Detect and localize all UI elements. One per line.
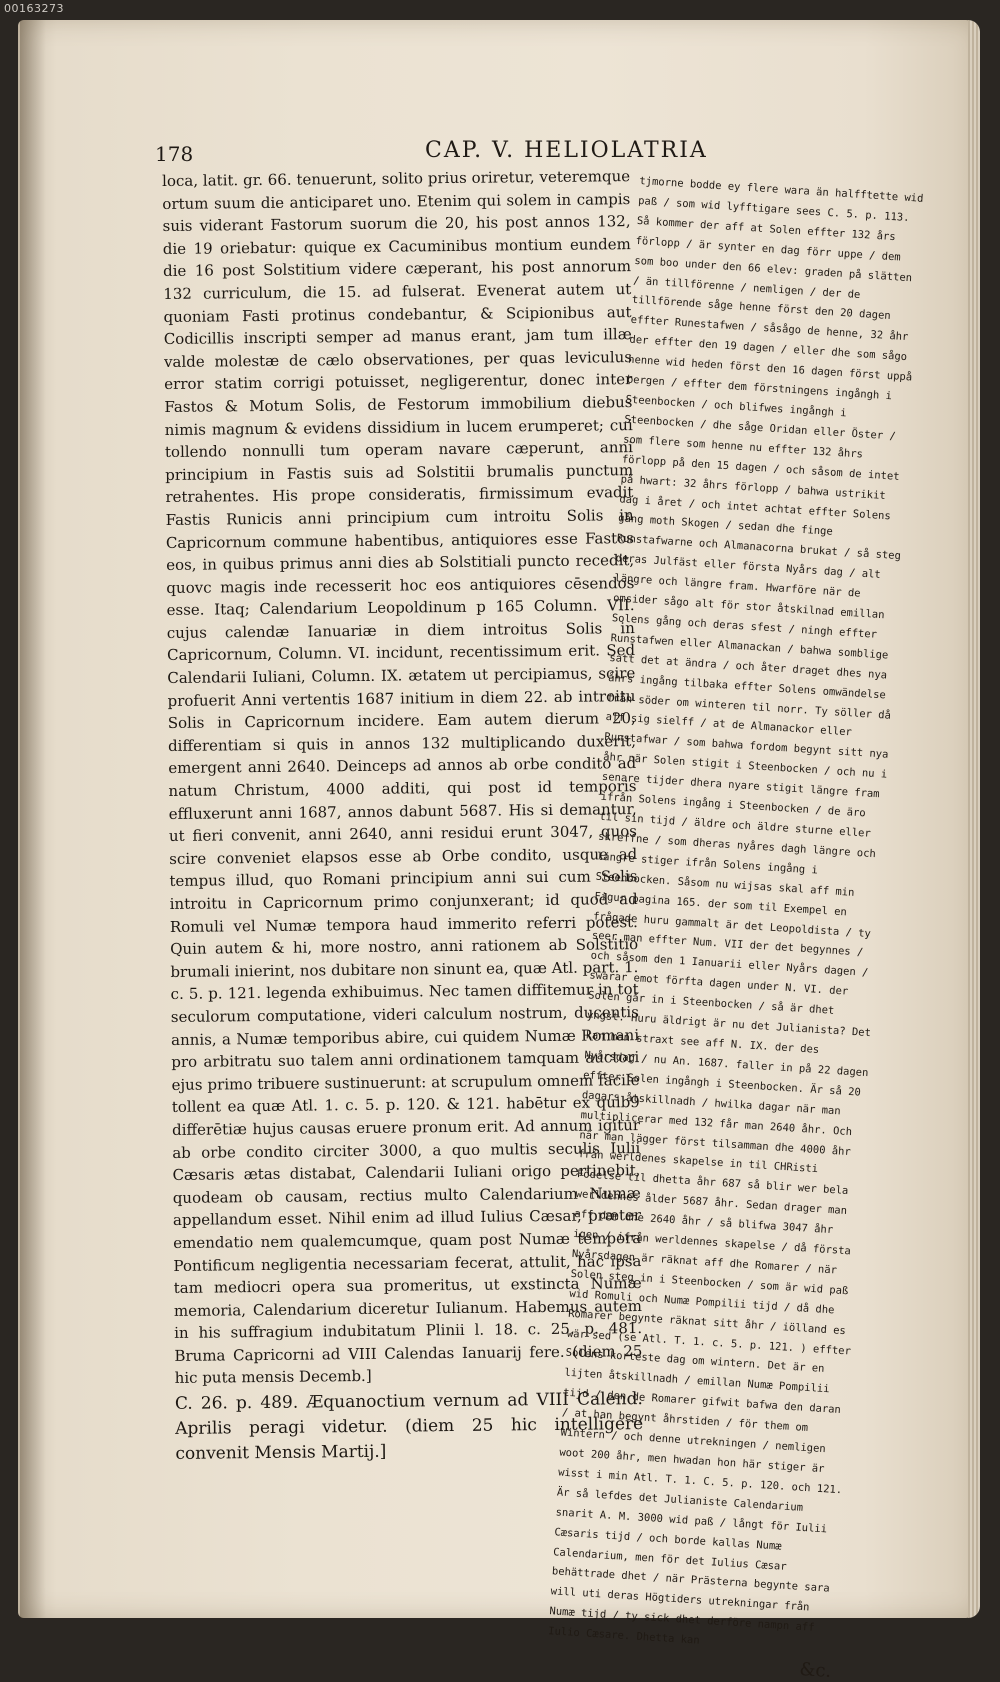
page-edge — [968, 20, 980, 1618]
running-head: CAP. V. HELIOLATRIA — [425, 138, 708, 163]
scan-identifier: 00163273 — [4, 2, 64, 15]
swedish-text: tjmorne bodde ey flere wara än halfftette wid paß / som wid lyfftigare sees C. 5. p. 113. Så kommer der aff at Solen effter 132 års förlopp / är synter en dag förr uppe / dem som boo under den 66 elev: graden på slätten / än tillförenne / nemligen / der de tillförende såge henne först den 20 dagen effter Runestafwen / såsågo de henne, 32 åhr der effter den 19 dagen / eller dhe som sågo henne wid heden först den 16 dagen först uppå bergen / effter dem förstningens ingångh i Steenbocken / och blifwes ingångh i Steenbocken / dhe såge Oridan eller Öster / som flere som henne nu effter 132 åhrs förlopp på den 15 dagen / och såsom de intet på hwart: 32 åhrs förlopp / bahwa ustrikit dag i året / och intet achtat effter Solens gång moth Skogen / sedan dhe finge Runstafwarne och Almanacorna brukat / så steg deras Julfäst eller första Nyårs dag / alt längre och längre fram. Hwarföre när de omsider sågo alt för stor åtskilnad emillan Solens gång och deras sfest / ningh effter Runstafwen eller Almanackan / bahwa somblige satt det at ändra / och åter draget dhes nya åhrs ingång tilbaka effter Solens omwändelse från söder om winteren til norr. Ty söller då aff sig sielff / at de Almanackor eller Runstafwar / som bahwa fordom begynt sitt nya åhr när Solen stigit i Steenbocken / och nu i senare tijder dhera nyare stigit längre fram ifrån Solens ingång i Steenbocken / de äro til sin tijd / äldre och äldre sturne eller skreffne / som dheras nyåres dagh längre och längre stiger ifrån Solens ingång i Steenbocken. Såsom nu wijsas skal aff min Figur pagina 165. der som til Exempel en frågade huru gammalt är det Leopoldista / ty seer man effter Num. VII der det begynnes / och såsom den 1 Ianuarii eller Nyårs dagen / swarar emot förfta dagen under N. VI. der Solen går in i Steenbocken / så är dhet yngst. Huru äldrigt är nu det Julianista? Det kan man straxt see aff N. IX. der des Nyårsdag / nu An. 1687. faller in på 22 dagen effter Solen ingångh i Steenbocken. Är så 20 dagars åtskillnadh / hwilka dagar när man multiplicerar med 132 får man 2640 åhr. Och när man lägger först tilsamman dhe 4000 åhr från werldenes skapelse in til CHRisti Födelse til dhetta åhr 687 så blir wer bela werldennes ålder 5687 åhr. Sedan drager man aff dem dhe 2640 åhr / så blifwa 3047 åhr igen / ifrån werldennes skapelse / då första Nyårsdagen är räknat aff dhe Romarer / när Solen steg in i Steenbocken / som är wid paß wid Romuli och Numæ Pompilii tijd / då dhe Romarer begynte räknat sitt åhr / iölland es wär sed (se Atl. T. 1. c. 5. p. 121. ) effter Solens korteste dag om wintern. Det är en lijten åtskillnadh / emillan Numæ Pompilii tijd / den de Romarer gifwit bafwa den daran / at han begynt åhrstiden / för them om Wintern / och denne utrekningen / nemligen woot 200 åhr, men hwadan hon här stiger är wisst i min Atl. T. 1. C. 5. p. 120. och 121. Är så lefdes det Julianiste Calendarium snarit A. M. 3000 wid paß / långt för Iulii Cæsaris tijd / och borde kallas Numæ Calendarium, men för det Iulius Cæsar behättrade dhet / när Prästerna begynte sara will uti deras Högtiders utrekningar från Numæ tijd / ty sick dhet derföre nampn aff Iulio Cæsare. Dhetta kan — [547, 174, 924, 1647]
page-number: 178 — [155, 142, 194, 166]
latin-text: loca, latit. gr. 66. tenuerunt, solito prius oriretur, veteremque ortum suum die anticiparet uno. Etenim qui solem in campis suis viderant Fastorum suorum die 20, his post annos 132, die 19 oriebatur: quique ex Cacuminibus montium eundem die 16 post Solstitium videre cæperant, his post annorum 132 curriculum, die 15. ad fulserat. Evenerat autem ut quoniam Fasti protinus condebantur, & Scipionibus aut Codicillis inscripti semper ad manus erant, jam tum illæ valde molestæ de cælo observationes, per quas leviculus error statim corrigi potuisset, negligerentur, donec inter Fastos & Motum Solis, de Festorum immobilium diebus nimis magnum & evidens dissidium in lucem erumperet; cui tollendo nonnulli tum operam navare cæperunt, anni principium in Fastis suis ad Solstitii brumalis punctum retrahentes. His prope consideratis, firmissimum evadit Fastis Runicis anni principium cum introitu Solis in Capricornum commune habentibus, antiquiores esse Fastos eos, in quibus primus anni dies ab Solstitiali puncto recedit, quovc magis inde recesserit hoc eos antiquiores cēsendos esse. Itaq; Calendarium Leopoldinum p 165 Column. VII. cujus calendæ Ianuariæ in diem introitus Solis in Capricornum, Column. VI. incidunt, recentissimum erit. Sed Calendarii Iuliani, Column. IX. ætatem ut percipiamus, scire profuerit Anni vertentis 1687 initium in diem 22. ab introitu Solis in Capricornum incidere. Eam autem dierum 20, differentiam si quis in annos 132 multiplicando duxerit, emergent anni 2640. Deinceps ad annos ab orbe condito ad natum Christum, 4000 additi, qui post id temporis effluxerunt anni 1687, annos dabunt 5687. His si demantur, ut fieri convenit, anni 2640, anni residui erunt 3047, quos scire conveniet elapsos esse ab Orbe condito, usque ad tempus illud, quo Romani principium anni sui cum Solis introitu in Capricornum primo conjunxerant; id quod ad Romuli vel Numæ tempora haud immerito referri potest. Quin autem & hi, more nostro, anni rationem ab Solstitio brumali inierint, nos dubitare non sinunt ea, quæ Atl. part. 1. c. 5. p. 121. legenda exhibuimus. Nec tamen diffitemur in tot seculorum computatione, videri calculum nostrum, ducentis annis, a Numæ temporibus abire, cui quidem Numæ Romani pro arbitratu suo talem anni ordinationem tamquam auctori ejus primo tribuere sustinuerunt: at scrupulum omnem facile tollent ea quæ Atl. 1. c. 5. p. 120. & 121. habētur ex quib9 differētiæ hujus causas eruere pronum erit. Ad annum igitur ab orbe condito circiter 3000, a quo multis seculis Iulii Cæsaris ætas distabat, Calendarii Iuliani origo pertinebit, quodeam ob causam, rectius multo Calendarium Numæ appellandum esset. Nihil enim ad illud Iulius Cæsar, præter emendatio nem qualemcumque, quam post Numæ tempora Pontificum negligentia necessariam fecerat, attulit, hac ipsa tam mediocri opera sua promeritus, ut exstincta Numæ memoria, Calendarium diceretur Iulianum. Habemus autem in his suffragium indubitatum Plinii l. 18. c. 25. p. 481. Bruma Capricorni ad VIII Calendas Ianuarij fere. (diem 25 hic puta mensis Decemb.] — [162, 167, 643, 1388]
swedish-end-mark: &c. — [798, 1659, 832, 1682]
gutter-shadow — [20, 20, 46, 1618]
latin-citation: C. 26. p. 489. Æquanoctium vernum ad VIII Calend. Aprilis peragi videtur. (diem 25 hic intelligere convenit Mensis Martij.] — [174, 1389, 644, 1464]
